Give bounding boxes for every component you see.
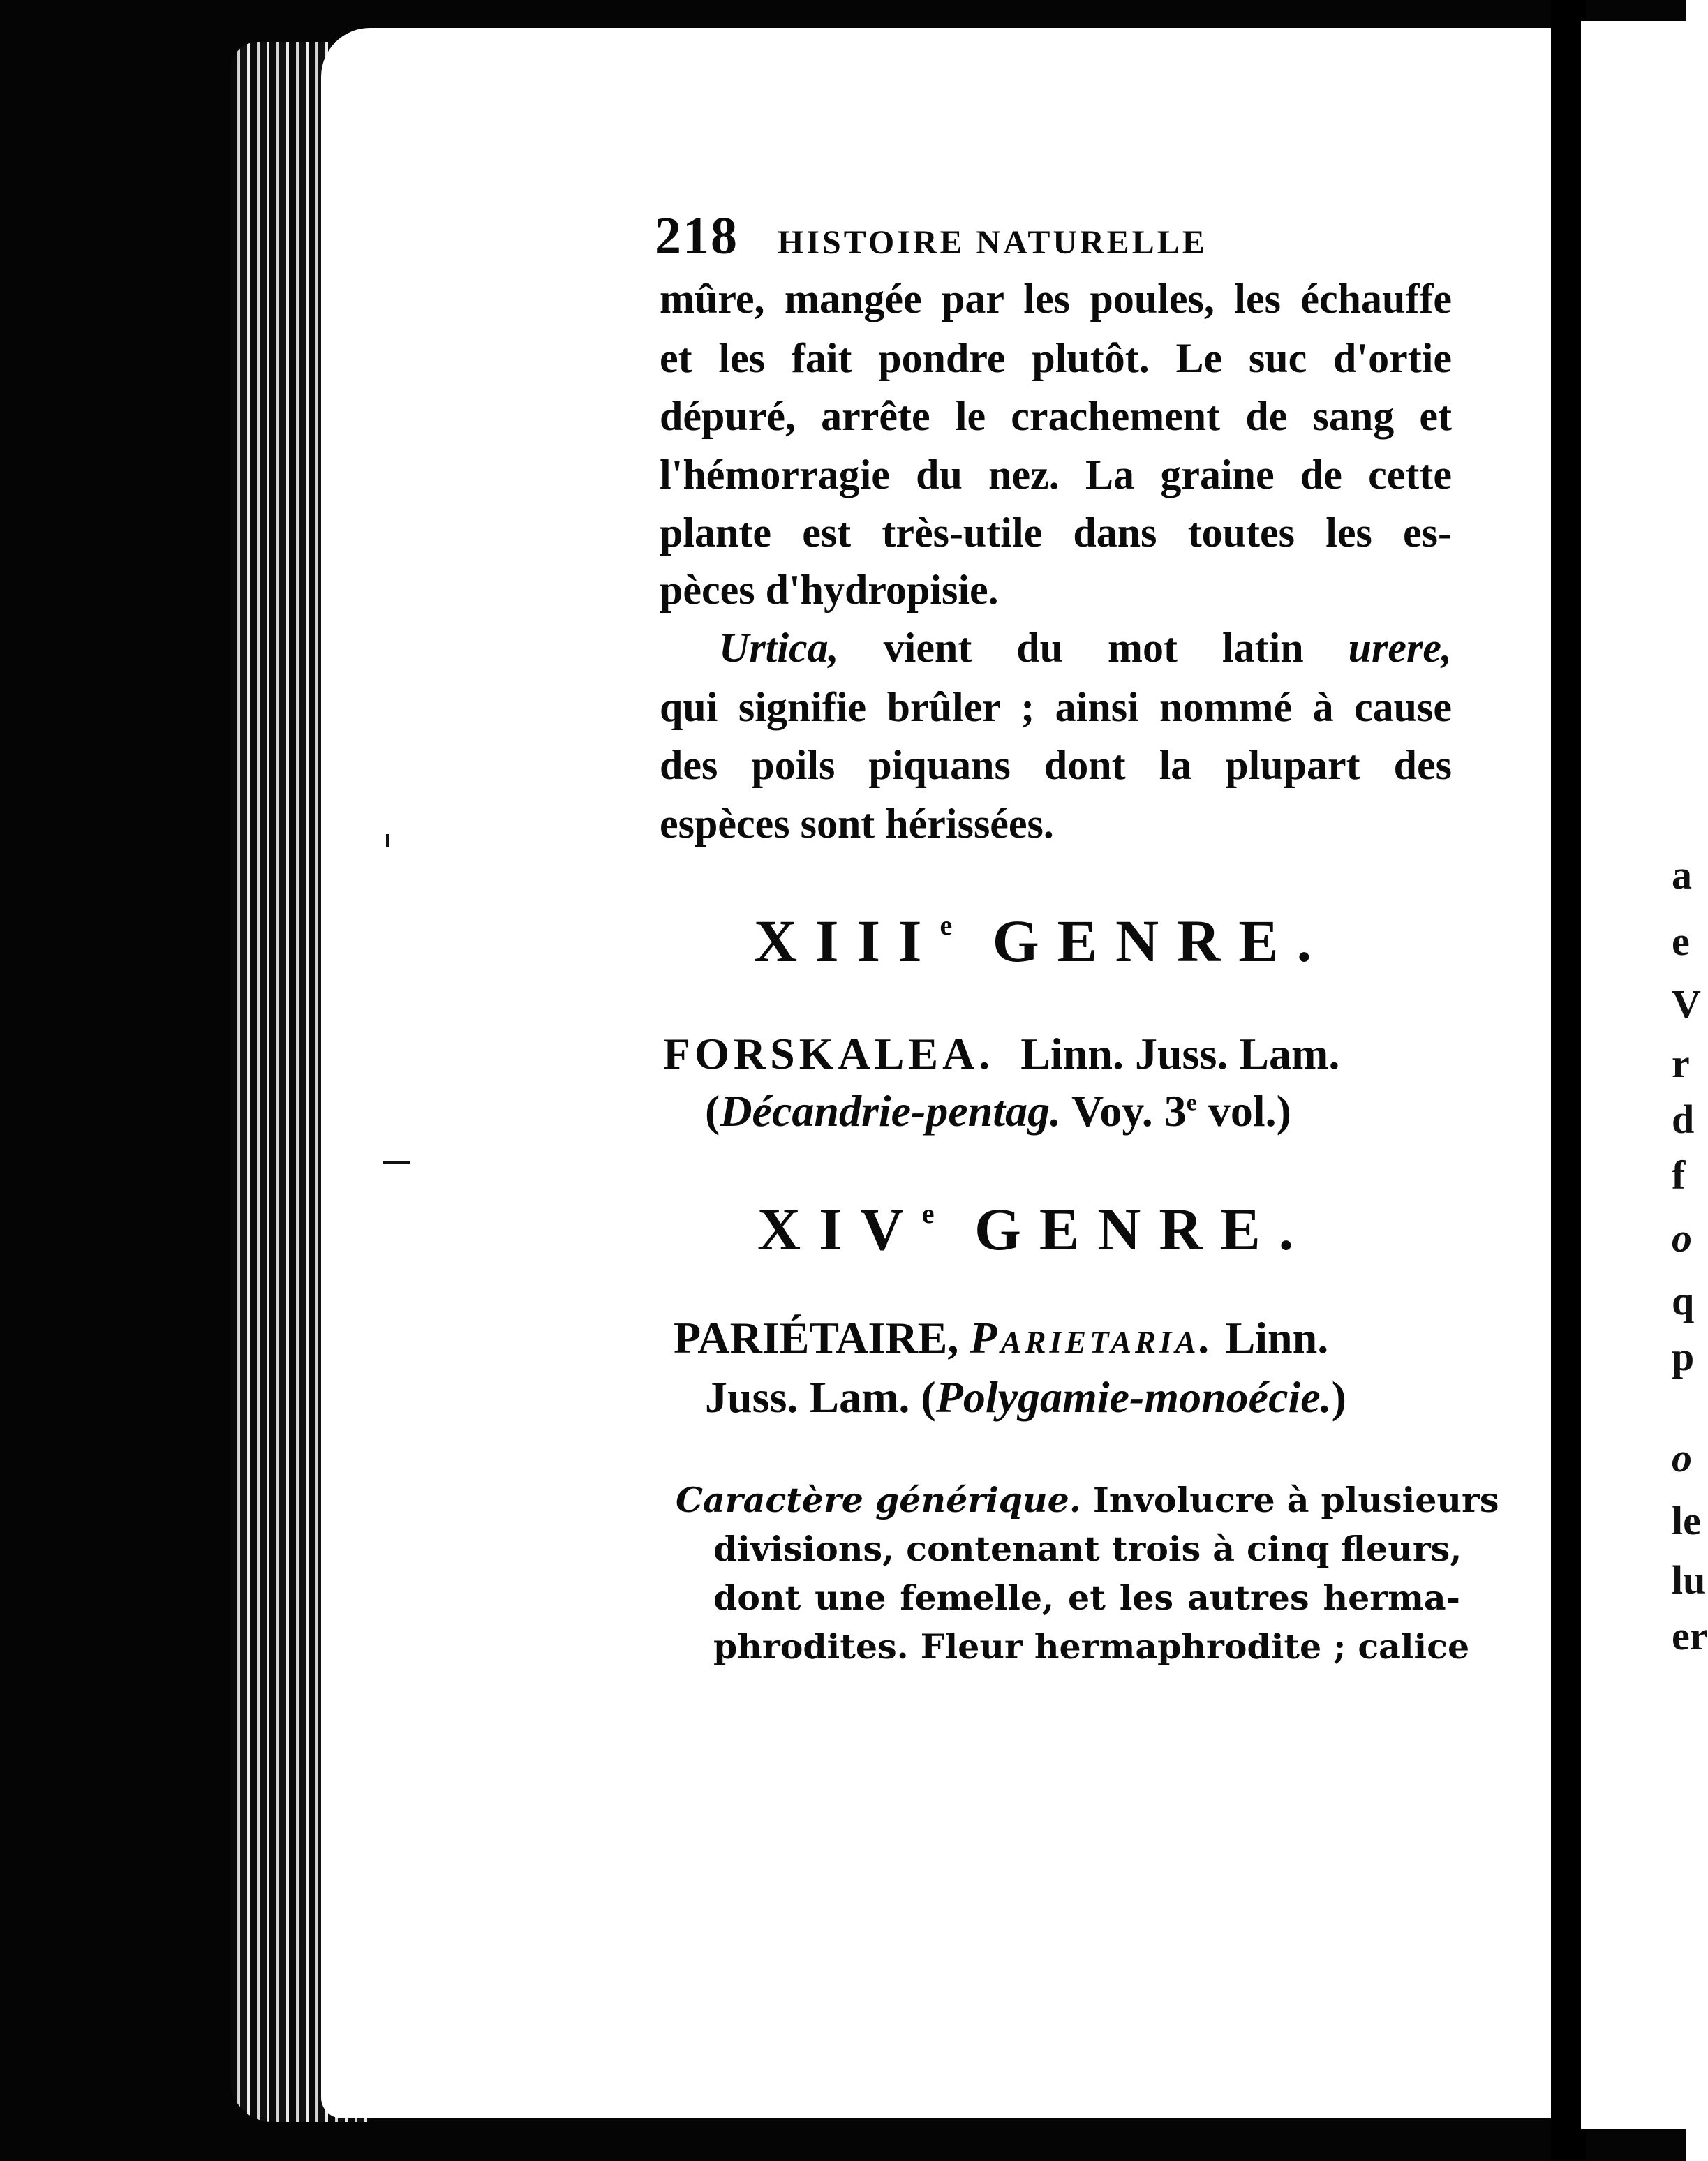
authorities: Juss. Lam. — [705, 1372, 910, 1422]
label: Caractère générique. — [676, 1480, 1081, 1520]
genre-word: GENRE. — [974, 1196, 1312, 1263]
text-line: qui signifie brûler ; ainsi nommé à cause — [660, 684, 1452, 730]
genre-heading-13 — [754, 907, 1382, 974]
text-line: phrodites. Fleur hermaphrodite ; calice — [713, 1626, 1470, 1667]
genus-name: FORSKALEA. — [663, 1029, 995, 1078]
facing-letter: le — [1672, 1498, 1701, 1543]
text-span: vient du mot latin — [883, 625, 1304, 671]
genre-numeral: XIV — [757, 1196, 922, 1263]
latin-term: urere, — [1348, 625, 1453, 671]
text-line: plante est très-utile dans toutes les es- — [660, 510, 1452, 556]
text-line — [676, 1480, 1499, 1520]
facing-letter: q — [1672, 1278, 1695, 1323]
facing-letter: r — [1672, 1041, 1690, 1086]
facing-letter: p — [1672, 1334, 1695, 1379]
facing-letter: d — [1672, 1097, 1695, 1142]
volume-ref: Voy. 3 — [1071, 1086, 1187, 1136]
facing-letter: a — [1672, 852, 1692, 898]
authorities: Linn. Juss. Lam. — [1020, 1029, 1340, 1078]
facing-letter: lu — [1672, 1557, 1706, 1603]
latin-term: Urtica, — [719, 625, 839, 671]
genre-heading-14 — [757, 1196, 1386, 1263]
running-head: HISTOIRE NATURELLE — [778, 224, 1208, 261]
facing-letter: o — [1672, 1435, 1692, 1480]
genre-numeral: XIII — [754, 907, 940, 974]
facing-letter: er — [1672, 1613, 1708, 1658]
classification-line — [705, 1372, 1346, 1422]
authorities: Linn. — [1225, 1313, 1329, 1362]
text-line — [719, 627, 1452, 669]
genre-word: GENRE. — [992, 907, 1330, 974]
facing-letter: e — [1672, 919, 1690, 964]
classification-line — [705, 1086, 1291, 1136]
text-line: pèces d'hydropisie. — [660, 567, 999, 613]
text-span: Involucre à plusieurs — [1092, 1480, 1499, 1520]
genus-name: PARIÉTAIRE, — [674, 1313, 959, 1362]
facing-letter: o — [1672, 1215, 1692, 1261]
text-line: des poils piquans dont la plupart des — [660, 742, 1452, 788]
text-line: dépuré, arrête le crachement de sang et — [660, 393, 1452, 439]
genre-ordinal: e — [921, 1198, 942, 1229]
text-line: et les fait pondre plutôt. Le suc d'ortie — [660, 335, 1452, 381]
paren: ( — [921, 1372, 936, 1422]
class-name: Polygamie-monoécie. — [935, 1372, 1332, 1422]
paren: ) — [1331, 1372, 1346, 1422]
page-header — [655, 207, 1450, 265]
text-line: espèces sont hérissées. — [660, 801, 1054, 847]
class-name: Décandrie-pentag. — [720, 1086, 1062, 1136]
facing-letter: f — [1672, 1152, 1686, 1198]
volume-sup: e — [1186, 1090, 1197, 1116]
genus-entry-parietaire — [674, 1313, 1329, 1362]
genus-entry-forskalea — [663, 1029, 1340, 1078]
text-line: divisions, contenant trois à cinq fleurs, — [713, 1529, 1462, 1569]
text-line: l'hémorragie du nez. La graine de cette — [660, 452, 1452, 498]
facing-letter: V — [1672, 981, 1701, 1027]
text-line: dont une femelle, et les autres herma- — [713, 1577, 1460, 1618]
page-number: 218 — [655, 207, 738, 265]
genre-ordinal: e — [940, 909, 960, 941]
latin-name: Parietaria. — [970, 1313, 1215, 1362]
paren: ( — [705, 1086, 720, 1136]
text-line: mûre, mangée par les poules, les échauffe — [660, 276, 1452, 322]
volume-ref-end: vol.) — [1208, 1086, 1291, 1136]
